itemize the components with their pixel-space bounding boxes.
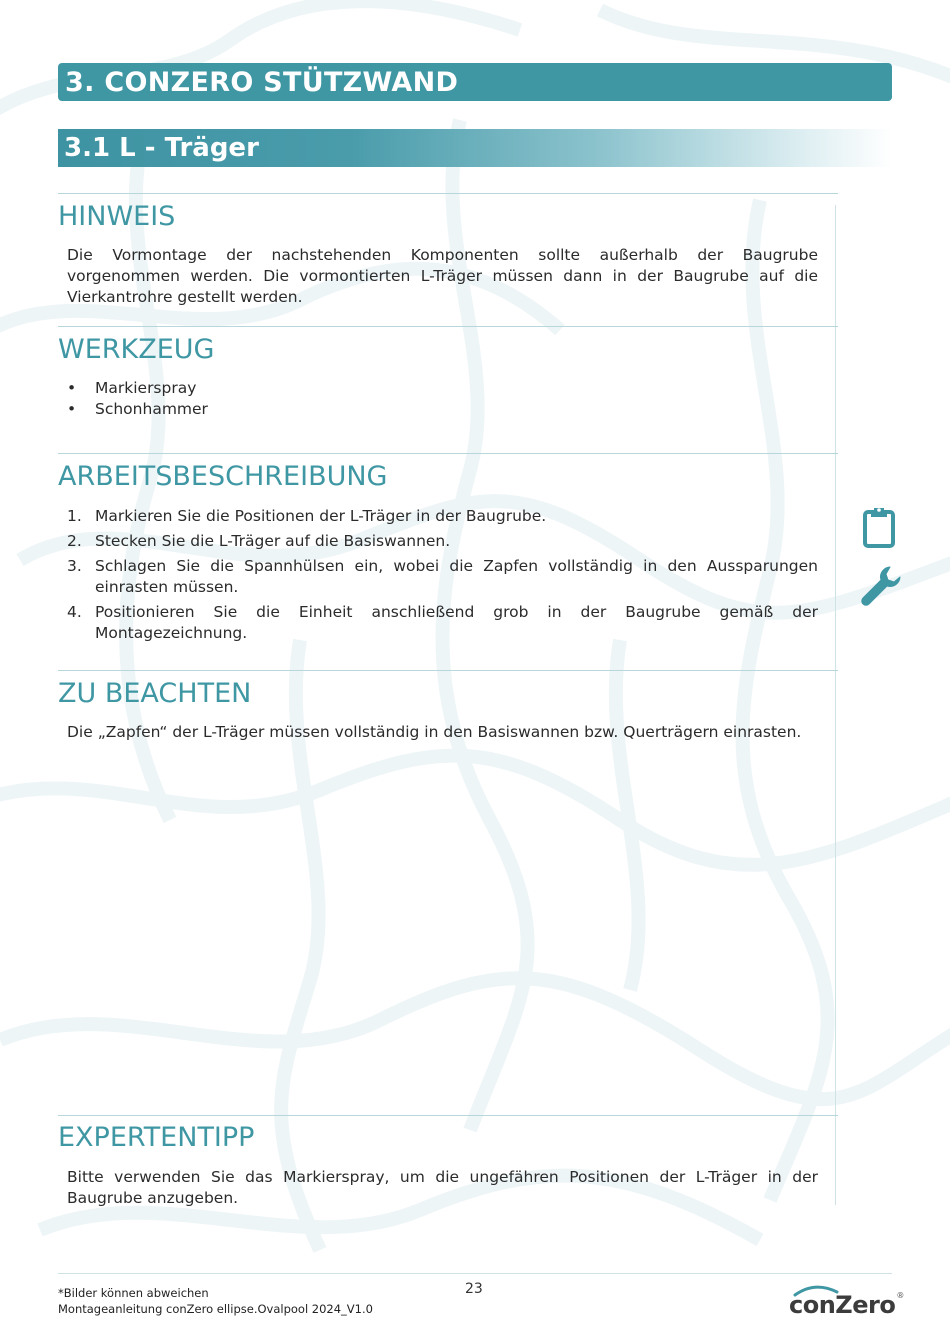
registered-mark: ® bbox=[896, 1291, 905, 1300]
divider bbox=[58, 670, 838, 671]
divider bbox=[58, 1115, 838, 1116]
list-item bbox=[67, 602, 818, 644]
list-item bbox=[67, 506, 818, 527]
divider bbox=[58, 326, 838, 327]
list-item: • Markierspray bbox=[67, 378, 208, 399]
hinweis-text: Die Vormontage der nachstehenden Komponenten sollte außerhalb der Baugrube vorgenommen werden. Die vormontierten L-Träger müssen dann in der Baugrube auf die Vierkantrohre gestellt werden. bbox=[67, 246, 818, 306]
step-number: 2. bbox=[67, 532, 82, 550]
section-title-bar bbox=[58, 129, 892, 167]
werkzeug-heading: WERKZEUG bbox=[58, 334, 215, 365]
step-number: 3. bbox=[67, 557, 82, 575]
list-item bbox=[67, 556, 818, 598]
disclaimer-text: *Bilder können abweichen bbox=[58, 1286, 209, 1300]
expertentipp-text: Bitte verwenden Sie das Markierspray, um die ungefähren Positionen der L-Träger in der Baugrube anzugeben. bbox=[67, 1168, 818, 1207]
step-text: Positionieren Sie die Einheit anschließend grob in der Baugrube gemäß der Montagezeichnung. bbox=[95, 603, 818, 642]
chapter-title: 3. CONZERO STÜTZWAND bbox=[65, 66, 459, 98]
step-number: 1. bbox=[67, 507, 82, 525]
step-text: Schlagen Sie die Spannhülsen ein, wobei die Zapfen vollständig in den Aussparungen einrasten müssen. bbox=[95, 557, 818, 596]
right-margin-line bbox=[835, 205, 836, 1205]
wrench-icon bbox=[859, 564, 903, 612]
zu-beachten-heading: ZU BEACHTEN bbox=[58, 678, 252, 709]
chapter-title-bar bbox=[58, 63, 892, 101]
step-number: 4. bbox=[67, 603, 82, 621]
divider bbox=[58, 453, 838, 454]
step-text: Markieren Sie die Positionen der L-Träger in der Baugrube. bbox=[95, 507, 547, 525]
footer-divider bbox=[58, 1273, 892, 1274]
werkzeug-list bbox=[67, 378, 208, 420]
page-number: 23 bbox=[465, 1281, 483, 1297]
hinweis-heading: HINWEIS bbox=[58, 201, 176, 232]
section-title: 3.1 L - Träger bbox=[64, 133, 259, 163]
expertentipp-heading: EXPERTENTIPP bbox=[58, 1122, 255, 1153]
document-name: Montageanleitung conZero ellipse.Ovalpool 2024_V1.0 bbox=[58, 1302, 373, 1316]
zu-beachten-text: Die „Zapfen“ der L-Träger müssen vollständig in den Basiswannen bzw. Querträgern einrasten. bbox=[67, 723, 802, 741]
footer-note bbox=[58, 1285, 373, 1317]
list-item bbox=[67, 531, 818, 552]
step-text: Stecken Sie die L-Träger auf die Basiswannen. bbox=[95, 532, 451, 550]
list-item: • Schonhammer bbox=[67, 399, 208, 420]
logo-text: conZero bbox=[789, 1291, 896, 1319]
clipboard-icon bbox=[862, 505, 898, 553]
arbeitsbeschreibung-steps bbox=[67, 506, 818, 648]
conzero-logo bbox=[789, 1283, 905, 1319]
divider bbox=[58, 193, 838, 194]
arbeitsbeschreibung-heading: ARBEITSBESCHREIBUNG bbox=[58, 461, 388, 492]
